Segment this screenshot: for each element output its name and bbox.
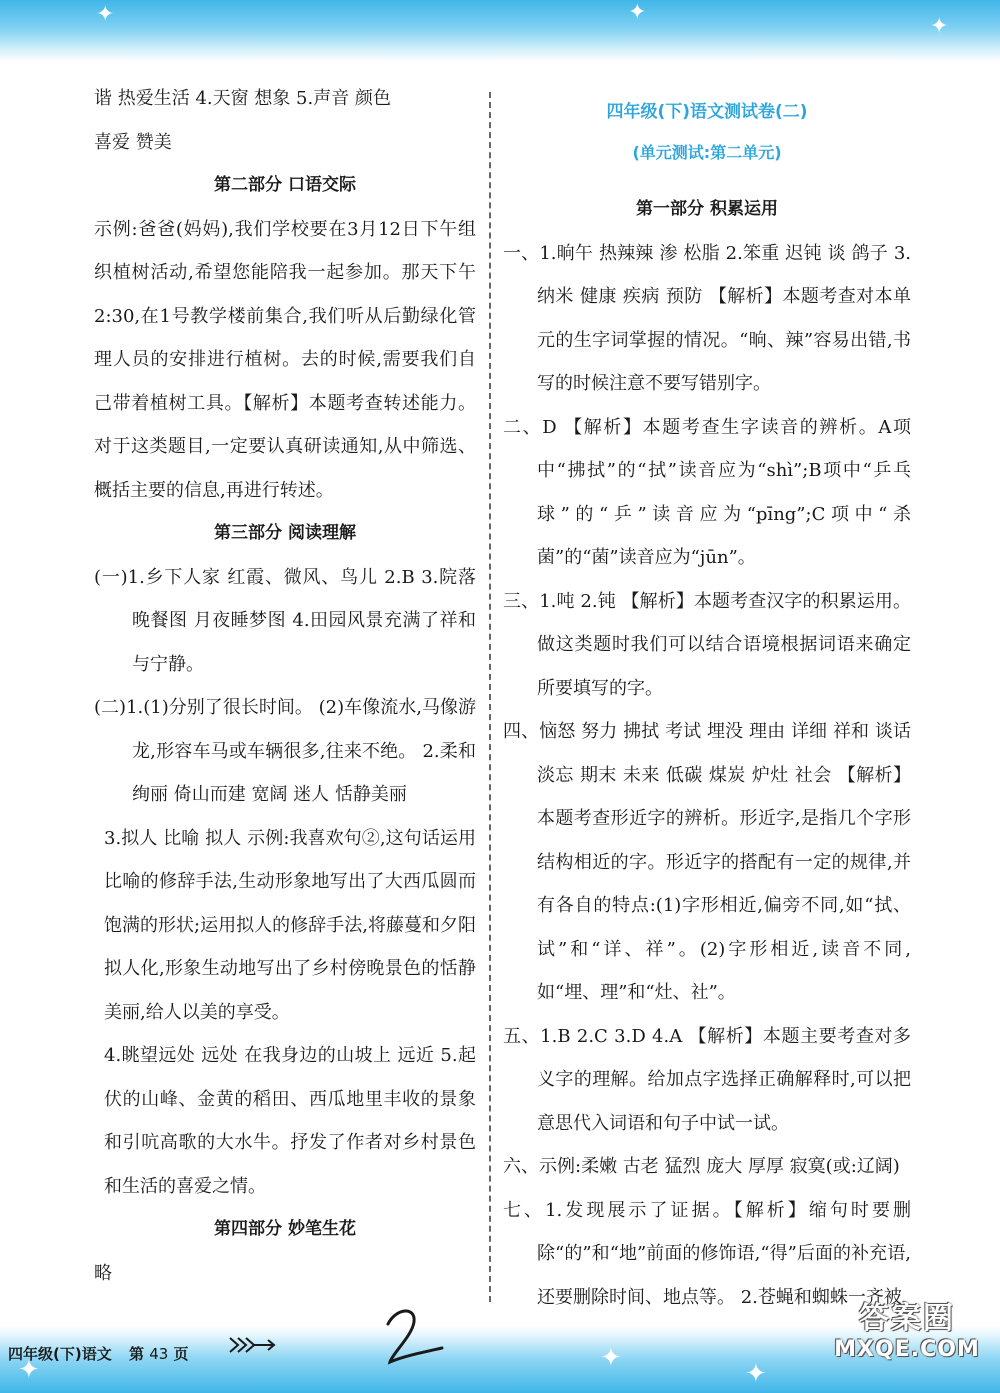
- section-heading-part1: 第一部分 积累运用: [636, 199, 778, 219]
- sparkle-icon: ✦: [745, 1359, 767, 1389]
- answer-line: 喜爱 赞美: [94, 131, 172, 153]
- top-decorative-band: [0, 0, 1000, 62]
- sparkle-icon: ✦: [18, 1355, 40, 1385]
- section-heading-part2: 第二部分 口语交际: [214, 175, 356, 195]
- footer-page-number: 43: [149, 1345, 169, 1363]
- page-footer: [8, 1343, 189, 1364]
- footer-page-suffix: 页: [173, 1345, 189, 1363]
- answer-item: 四、恼怒 努力 拂拭 考试 埋没 理由 详细 祥和 谈话 淡忘 期末 未来 低碳 煤炭 炉灶 社会 【解析】本题考查形近字的辨析。形近字,是指几个字形结构相近的字。形近字的搭配有一定的规律,并有各自的特点:(1)字形相近,偏旁不同,如“拭、试”和“详、祥”。(2)字形相近,读音不同,如“埋、理”和“灶、社”。: [503, 721, 911, 1003]
- section-heading-part4: 第四部分 妙笔生花: [214, 1219, 356, 1239]
- left-column: [94, 77, 476, 1295]
- test-subtitle: (单元测试:第二单元): [632, 143, 782, 162]
- answer-paragraph: 4.眺望远处 远处 在我身边的山坡上 远近 5.起伏的山峰、金黄的稻田、西瓜地里丰收的景象和引吭高歌的大水牛。抒发了作者对乡村景色和生活的喜爱之情。: [104, 1045, 476, 1197]
- footer-label: 四年级(下)语文: [8, 1345, 112, 1363]
- watermark: [822, 1293, 992, 1388]
- watermark-logo: 答案圈: [859, 1301, 955, 1336]
- answer-item: (二)1.(1)分别了很长时间。 (2)车像流水,马像游龙,形容车马或车辆很多,往来不绝。 2.柔和 绚丽 倚山而建 宽阔 迷人 恬静美丽: [94, 697, 476, 805]
- answer-item: 一、1.晌午 热辣辣 渗 松脂 2.笨重 迟钝 谈 鸽子 3.纳米 健康 疾病 预防 【解析】本题考查对本单元的生字词掌握的情况。“晌、辣”容易出错,书写的时候注意不要写错别字。: [503, 242, 911, 394]
- double-arrow-icon: [228, 1334, 276, 1356]
- test-title: 四年级(下)语文测试卷(二): [606, 102, 808, 122]
- footer-page-prefix: 第: [128, 1345, 144, 1363]
- answer-paragraph: 3.拟人 比喻 拟人 示例:我喜欢句②,这句话运用比喻的修辞手法,生动形象地写出了大西瓜圆而饱满的形状;运用拟人的修辞手法,将藤蔓和夕阳拟人化,形象生动地写出了乡村傍晚景色的恬静美丽,给人以美的享受。: [104, 827, 476, 1023]
- answer-item: 二、D 【解析】本题考查生字读音的辨析。A项中“拂拭”的“拭”读音应为“shì”;B项中“乒乓球”的“乒”读音应为“pīng”;C项中“杀菌”的“菌”读音应为“jūn”。: [503, 416, 911, 568]
- answer-item: (一)1.乡下人家 红霞、微风、鸟儿 2.B 3.院落晚餐图 月夜睡梦图 4.田园风景充满了祥和与宁静。: [94, 566, 476, 675]
- answer-paragraph: 略: [94, 1262, 112, 1284]
- watermark-url: MXQE.COM: [834, 1337, 980, 1362]
- column-divider: [489, 92, 491, 1302]
- sparkle-icon: ✦: [600, 1343, 622, 1373]
- answer-item: 七、1.发现展示了证据。【解析】缩句时要删除“的”和“地”前面的修饰语,“得”后面的补充语,还要删除时间、地点等。 2.苍蝇和蜘蛛一齐被: [503, 1199, 911, 1308]
- answer-item: 三、1.吨 2.钝 【解析】本题考查汉字的积累运用。做这类题时我们可以结合语境根据词语来确定所要填写的字。: [503, 590, 911, 699]
- answer-item: 五、1.B 2.C 3.D 4.A 【解析】本题主要考查对多义字的理解。给加点字选择正确解释时,可以把意思代入词语和句子中试一试。: [503, 1025, 911, 1134]
- sparkle-icon: ✦: [628, 0, 647, 25]
- answer-item: 六、示例:柔嫩 古老 猛烈 庞大 厚厚 寂寞(或:辽阔): [503, 1156, 900, 1177]
- handwritten-mark-icon: [378, 1302, 448, 1372]
- right-column: [503, 188, 911, 1319]
- answer-line: 谐 热爱生活 4.天窗 想象 5.声音 颜色: [94, 88, 391, 109]
- sparkle-icon: ✦: [96, 2, 115, 27]
- section-heading-part3: 第三部分 阅读理解: [214, 523, 356, 543]
- answer-paragraph: 示例:爸爸(妈妈),我们学校要在3月12日下午组织植树活动,希望您能陪我一起参加。那天下午2:30,在1号教学楼前集合,我们听从后勤绿化管理人员的安排进行植树。去的时候,需要我们自己带着植树工具。【解析】本题考查转述能力。对于这类题目,一定要认真研读通知,从中筛选、概括主要的信息,再进行转述。: [94, 218, 476, 501]
- sparkle-icon: ✦: [930, 14, 949, 39]
